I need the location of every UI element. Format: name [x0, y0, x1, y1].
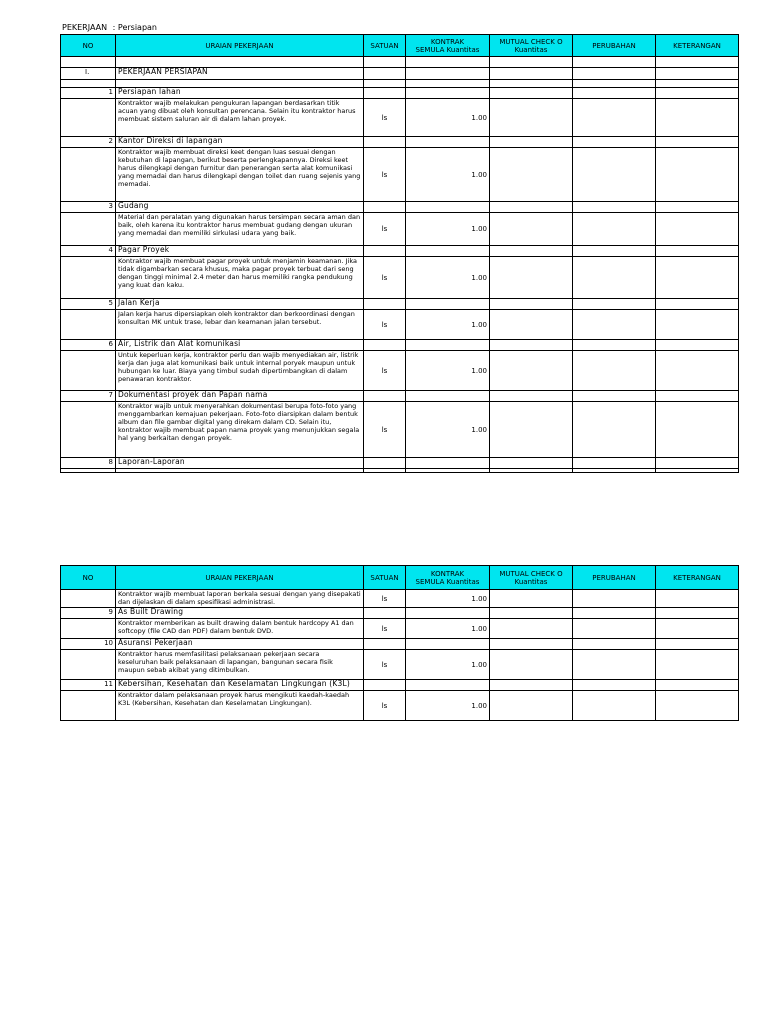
mutual-check-cell [490, 680, 573, 691]
item-title-row [61, 340, 739, 351]
table-header-row [61, 566, 739, 590]
item-title-row [61, 137, 739, 148]
mutual-check-cell [490, 650, 573, 680]
satuan-cell: ls [364, 691, 406, 721]
perubahan-cell [573, 99, 656, 137]
item-description: Untuk keperluan kerja, kontraktor perlu dan wajib menyediakan air, listrik kerja dan juga alat komunikasi baik untuk internal poryek maupun untuk hubungan ke luar. Biaya yang timbul sudah dipertimbangkan di dalam penawaran kontraktor. [116, 351, 364, 391]
keterangan-cell [656, 691, 739, 721]
kontrak-qty-cell [406, 391, 490, 402]
item-description-row [61, 148, 739, 202]
mutual-check-cell [490, 608, 573, 619]
mutual-check-cell [490, 299, 573, 310]
mutual-check-cell [490, 458, 573, 469]
perubahan-cell [573, 340, 656, 351]
blank-row [61, 469, 739, 473]
perubahan-cell [573, 137, 656, 148]
perubahan-cell [573, 619, 656, 639]
mutual-check-cell [490, 99, 573, 137]
mutual-check-cell [490, 202, 573, 213]
satuan-cell [364, 137, 406, 148]
mutual-check-cell [490, 246, 573, 257]
item-title: Gudang [116, 202, 364, 213]
keterangan-cell [656, 299, 739, 310]
mutual-check-cell [490, 148, 573, 202]
perubahan-cell [573, 639, 656, 650]
item-number-blank [61, 213, 116, 246]
col-header-mutual-check: MUTUAL CHECK O Kuantitas [490, 35, 573, 57]
satuan-cell [364, 202, 406, 213]
col-header-keterangan: KETERANGAN [656, 35, 739, 57]
perubahan-cell [573, 650, 656, 680]
perubahan-cell [573, 458, 656, 469]
item-description: Kontraktor wajib untuk menyerahkan dokumentasi berupa foto-foto yang menggambarkan kemajuan pekerjaan. Foto-foto diarsipkan dalam bentuk album dan file gambar digital yang direkam dalam CD. Selain itu, kontraktor wajib membuat papan nama proyek yang menunjukkan segala hal yang berkaitan dengan proyek. [116, 402, 364, 458]
item-description: Material dan peralatan yang digunakan harus tersimpan secara aman dan baik, oleh karena itu kontraktor harus membuat gudang dengan ukuran yang memadai dan memiliki sirkulasi udara yang baik. [116, 213, 364, 246]
item-title: Laporan-Laporan [116, 458, 364, 469]
item-title: Dokumentasi proyek dan Papan nama [116, 391, 364, 402]
table-header-row [61, 35, 739, 57]
item-description: Kontraktor harus memfasilitasi pelaksanaan pekerjaan secara keseluruhan baik pelaksanaan di lapangan, bangunan secara fisik maupun sebab akibat yang ditimbulkan. [116, 650, 364, 680]
satuan-cell [364, 680, 406, 691]
kontrak-qty-cell: 1.00 [406, 691, 490, 721]
perubahan-cell [573, 608, 656, 619]
perubahan-cell [573, 213, 656, 246]
mutual-check-cell [490, 639, 573, 650]
item-description-row [61, 590, 739, 608]
kontrak-qty-cell: 1.00 [406, 310, 490, 340]
item-number-blank [61, 691, 116, 721]
kontrak-qty-cell [406, 458, 490, 469]
mutual-check-cell [490, 340, 573, 351]
work-items-table-1 [60, 34, 739, 473]
col-header-mutual-check: MUTUAL CHECK O Kuantitas [490, 566, 573, 590]
satuan-cell: ls [364, 213, 406, 246]
col-header-keterangan: KETERANGAN [656, 566, 739, 590]
mutual-check-cell [490, 257, 573, 299]
col-header-perubahan: PERUBAHAN [573, 35, 656, 57]
mutual-check-cell [490, 137, 573, 148]
item-number-blank [61, 148, 116, 202]
kontrak-qty-cell: 1.00 [406, 351, 490, 391]
item-title-row [61, 680, 739, 691]
item-description-row [61, 257, 739, 299]
perubahan-cell [573, 351, 656, 391]
kontrak-qty-cell [406, 608, 490, 619]
kontrak-qty-cell: 1.00 [406, 257, 490, 299]
keterangan-cell [656, 639, 739, 650]
item-number: 11 [61, 680, 116, 691]
kontrak-qty-cell: 1.00 [406, 213, 490, 246]
item-description-row [61, 213, 739, 246]
item-title-row [61, 458, 739, 469]
keterangan-cell [656, 88, 739, 99]
section-no: I. [61, 68, 116, 80]
item-number: 1 [61, 88, 116, 99]
item-title-row [61, 246, 739, 257]
perubahan-cell [573, 310, 656, 340]
item-description: Kontraktor wajib membuat laporan berkala sesuai dengan yang disepakati dan dijelaskan di dalam spesifikasi administrasi. [116, 590, 364, 608]
pekerjaan-separator: : [112, 23, 116, 32]
col-header-uraian: URAIAN PEKERJAAN [116, 566, 364, 590]
satuan-cell [364, 458, 406, 469]
perubahan-cell [573, 148, 656, 202]
kontrak-qty-cell: 1.00 [406, 402, 490, 458]
item-number-blank [61, 310, 116, 340]
blank-row [61, 57, 739, 68]
mutual-check-cell [490, 213, 573, 246]
col-header-satuan: SATUAN [364, 35, 406, 57]
kontrak-qty-cell: 1.00 [406, 99, 490, 137]
item-title: Kebersihan, Kesehatan dan Keselamatan Lingkungan (K3L) [116, 680, 364, 691]
perubahan-cell [573, 202, 656, 213]
kontrak-qty-cell [406, 340, 490, 351]
perubahan-cell [573, 391, 656, 402]
kontrak-qty-cell [406, 88, 490, 99]
item-title-row [61, 88, 739, 99]
item-title: Persiapan lahan [116, 88, 364, 99]
perubahan-cell [573, 590, 656, 608]
item-number-blank [61, 351, 116, 391]
keterangan-cell [656, 402, 739, 458]
satuan-cell [364, 608, 406, 619]
item-title: Asuransi Pekerjaan [116, 639, 364, 650]
item-title: Pagar Proyek [116, 246, 364, 257]
item-title: As Built Drawing [116, 608, 364, 619]
item-number: 2 [61, 137, 116, 148]
keterangan-cell [656, 680, 739, 691]
keterangan-cell [656, 458, 739, 469]
satuan-cell: ls [364, 257, 406, 299]
col-header-perubahan: PERUBAHAN [573, 566, 656, 590]
keterangan-cell [656, 391, 739, 402]
satuan-cell: ls [364, 619, 406, 639]
kontrak-qty-cell: 1.00 [406, 619, 490, 639]
item-description-row [61, 619, 739, 639]
mutual-check-cell [490, 391, 573, 402]
item-number: 5 [61, 299, 116, 310]
kontrak-qty-cell [406, 639, 490, 650]
kontrak-qty-cell [406, 299, 490, 310]
item-number: 7 [61, 391, 116, 402]
item-title-row [61, 202, 739, 213]
item-number-blank [61, 590, 116, 608]
kontrak-qty-cell [406, 202, 490, 213]
mutual-check-cell [490, 351, 573, 391]
item-description-row [61, 351, 739, 391]
work-items-table-2 [60, 565, 739, 721]
blank-row [61, 80, 739, 88]
item-title: Jalan Kerja [116, 299, 364, 310]
satuan-cell [364, 88, 406, 99]
col-header-kontrak: KONTRAK SEMULA Kuantitas [406, 35, 490, 57]
perubahan-cell [573, 691, 656, 721]
item-number: 6 [61, 340, 116, 351]
col-header-uraian: URAIAN PEKERJAAN [116, 35, 364, 57]
item-number: 9 [61, 608, 116, 619]
item-description-row [61, 650, 739, 680]
keterangan-cell [656, 257, 739, 299]
keterangan-cell [656, 310, 739, 340]
pekerjaan-value: Persiapan [117, 23, 157, 32]
item-number: 10 [61, 639, 116, 650]
item-description-row [61, 310, 739, 340]
kontrak-qty-cell [406, 137, 490, 148]
item-title-row [61, 639, 739, 650]
item-number-blank [61, 402, 116, 458]
section-row [61, 68, 739, 80]
item-description: Kontraktor wajib melakukan pengukuran lapangan berdasarkan titik acuan yang dibuat oleh konsultan perencana. Selain itu kontraktor harus membuat sistem saluran air di dalam lahan proyek. [116, 99, 364, 137]
kontrak-qty-cell: 1.00 [406, 148, 490, 202]
satuan-cell [364, 246, 406, 257]
col-header-satuan: SATUAN [364, 566, 406, 590]
keterangan-cell [656, 213, 739, 246]
satuan-cell [364, 340, 406, 351]
keterangan-cell [656, 246, 739, 257]
mutual-check-cell [490, 88, 573, 99]
item-title-row [61, 299, 739, 310]
keterangan-cell [656, 650, 739, 680]
satuan-cell: ls [364, 402, 406, 458]
keterangan-cell [656, 202, 739, 213]
satuan-cell: ls [364, 351, 406, 391]
item-description: Kontraktor wajib membuat pagar proyek untuk menjamin keamanan. Jika tidak digambarkan secara khusus, maka pagar proyek terbuat dari seng dengan tinggi minimal 2.4 meter dan harus memiliki rangka pendukung yang kuat dan kaku. [116, 257, 364, 299]
keterangan-cell [656, 590, 739, 608]
section-title: PEKERJAAN PERSIAPAN [116, 68, 364, 80]
item-description: Kontraktor wajib membuat direksi keet dengan luas sesuai dengan kebutuhan di lapangan, berikut beserta perlengkapannya. Direksi keet harus dilengkapi dengan furnitur dan penerangan serta alat komunikasi yang memadai dan harus dilengkapi dengan toilet dan ruang sejenis yang memadai. [116, 148, 364, 202]
satuan-cell [364, 391, 406, 402]
perubahan-cell [573, 88, 656, 99]
satuan-cell: ls [364, 650, 406, 680]
item-description: Jalan kerja harus dipersiapkan oleh kontraktor dan berkoordinasi dengan konsultan MK untuk trase, lebar dan keamanan jalan tersebut. [116, 310, 364, 340]
mutual-check-cell [490, 402, 573, 458]
item-number: 8 [61, 458, 116, 469]
col-header-kontrak: KONTRAK SEMULA Kuantitas [406, 566, 490, 590]
satuan-cell: ls [364, 148, 406, 202]
mutual-check-cell [490, 310, 573, 340]
keterangan-cell [656, 99, 739, 137]
pekerjaan-header [62, 23, 157, 32]
item-number-blank [61, 257, 116, 299]
keterangan-cell [656, 608, 739, 619]
mutual-check-cell [490, 691, 573, 721]
item-title-row [61, 608, 739, 619]
perubahan-cell [573, 257, 656, 299]
perubahan-cell [573, 402, 656, 458]
item-number-blank [61, 99, 116, 137]
kontrak-qty-cell: 1.00 [406, 590, 490, 608]
item-number: 3 [61, 202, 116, 213]
kontrak-qty-cell [406, 246, 490, 257]
keterangan-cell [656, 137, 739, 148]
mutual-check-cell [490, 590, 573, 608]
item-number-blank [61, 619, 116, 639]
item-title: Air, Listrik dan Alat komunikasi [116, 340, 364, 351]
item-number: 4 [61, 246, 116, 257]
satuan-cell [364, 299, 406, 310]
satuan-cell [364, 639, 406, 650]
satuan-cell: ls [364, 590, 406, 608]
keterangan-cell [656, 619, 739, 639]
perubahan-cell [573, 299, 656, 310]
item-description: Kontraktor dalam pelaksanaan proyek harus mengikuti kaedah-kaedah K3L (Kebersihan, Kesehatan dan Keselamatan Lingkungan). [116, 691, 364, 721]
kontrak-qty-cell [406, 680, 490, 691]
item-description-row [61, 691, 739, 721]
item-description: Kontraktor memberikan as built drawing dalam bentuk hardcopy A1 dan softcopy (file CAD dan PDF) dalam bentuk DVD. [116, 619, 364, 639]
perubahan-cell [573, 246, 656, 257]
item-title: Kantor Direksi di lapangan [116, 137, 364, 148]
mutual-check-cell [490, 619, 573, 639]
keterangan-cell [656, 340, 739, 351]
perubahan-cell [573, 680, 656, 691]
col-header-no: NO [61, 35, 116, 57]
col-header-no: NO [61, 566, 116, 590]
item-description-row [61, 402, 739, 458]
keterangan-cell [656, 148, 739, 202]
pekerjaan-label: PEKERJAAN [62, 23, 108, 32]
keterangan-cell [656, 351, 739, 391]
satuan-cell: ls [364, 310, 406, 340]
kontrak-qty-cell: 1.00 [406, 650, 490, 680]
item-title-row [61, 391, 739, 402]
item-number-blank [61, 650, 116, 680]
item-description-row [61, 99, 739, 137]
satuan-cell: ls [364, 99, 406, 137]
